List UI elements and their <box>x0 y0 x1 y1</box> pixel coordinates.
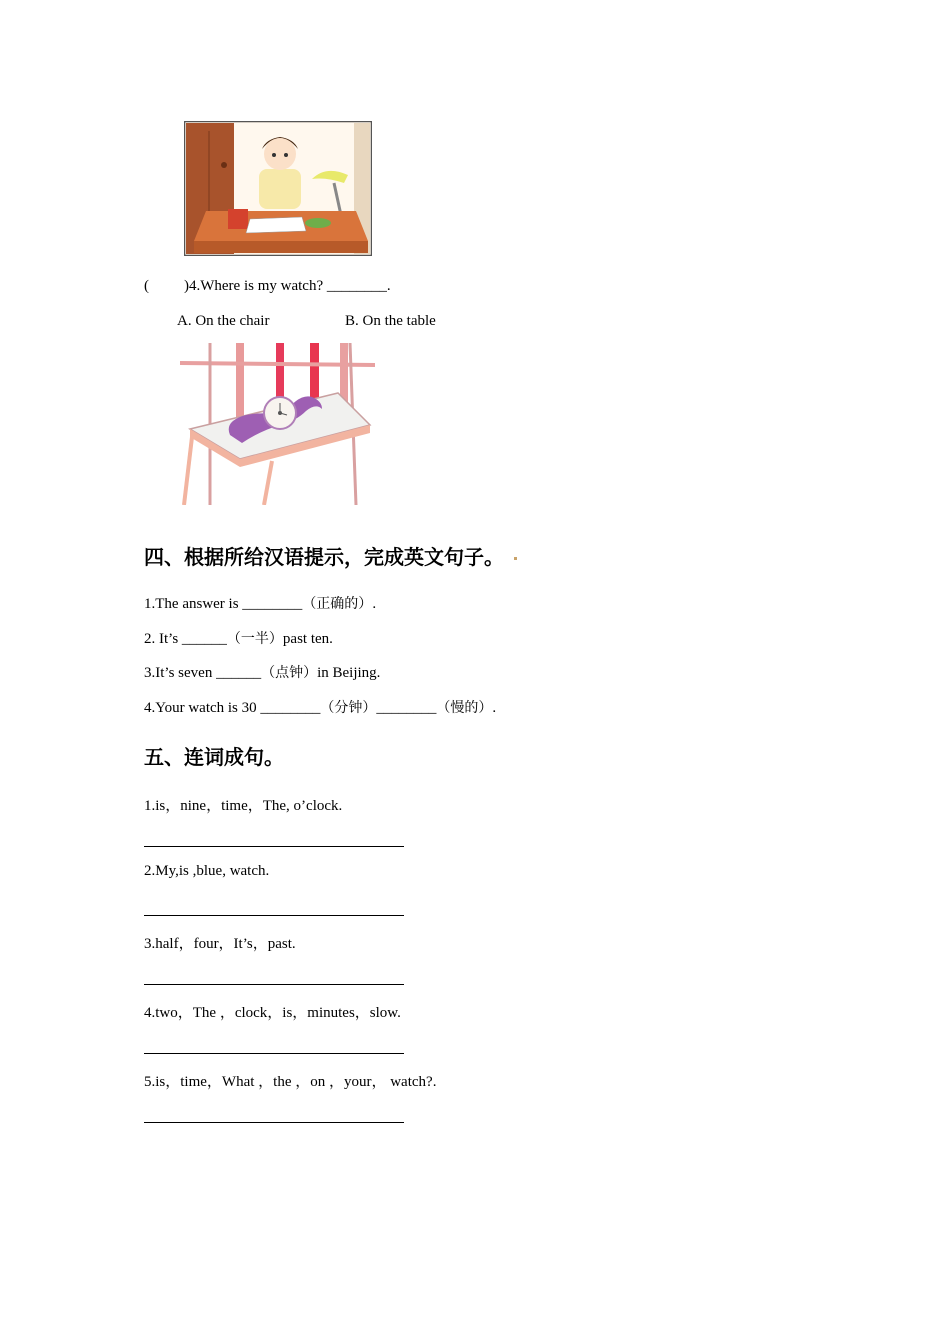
section5-item-1: 1.is，nine，time，The, o’clock. <box>144 798 343 814</box>
section4-heading: 四、根据所给汉语提示，完成英文句子。 <box>144 541 517 570</box>
answer-line-3[interactable] <box>144 984 404 985</box>
section4-item-2: 2. It’s ______（一半）past ten. <box>144 631 333 647</box>
q4-paren-open: ( <box>144 278 149 294</box>
watch-on-chair-illustration <box>180 343 375 505</box>
q4-option-b: B. On the table <box>345 313 436 329</box>
answer-line-5[interactable] <box>144 1122 404 1123</box>
boy-at-desk-illustration <box>184 121 372 256</box>
decorative-dot <box>514 557 517 560</box>
answer-line-1[interactable] <box>144 846 404 847</box>
section5-item-5: 5.is，time，What ，the ，on ，your， watch?. <box>144 1074 437 1090</box>
q4-option-a: A. On the chair <box>177 313 270 329</box>
section4-item-4: 4.Your watch is 30 ________（分钟）________（慢的）. <box>144 700 497 716</box>
answer-line-4[interactable] <box>144 1053 404 1054</box>
section5-item-2: 2.My,is ,blue, watch. <box>144 863 270 879</box>
section4-item-3: 3.It’s seven ______（点钟）in Beijing. <box>144 665 381 681</box>
q4-question: )4.Where is my watch? ________. <box>184 278 391 294</box>
section5-item-3: 3.half，four，It’s，past. <box>144 936 296 952</box>
section5-heading: 五、连词成句。 <box>144 745 284 769</box>
section5-item-4: 4.two，The ，clock，is，minutes，slow. <box>144 1005 401 1021</box>
answer-line-2[interactable] <box>144 915 404 916</box>
section4-item-1: 1.The answer is ________（正确的）. <box>144 596 377 612</box>
